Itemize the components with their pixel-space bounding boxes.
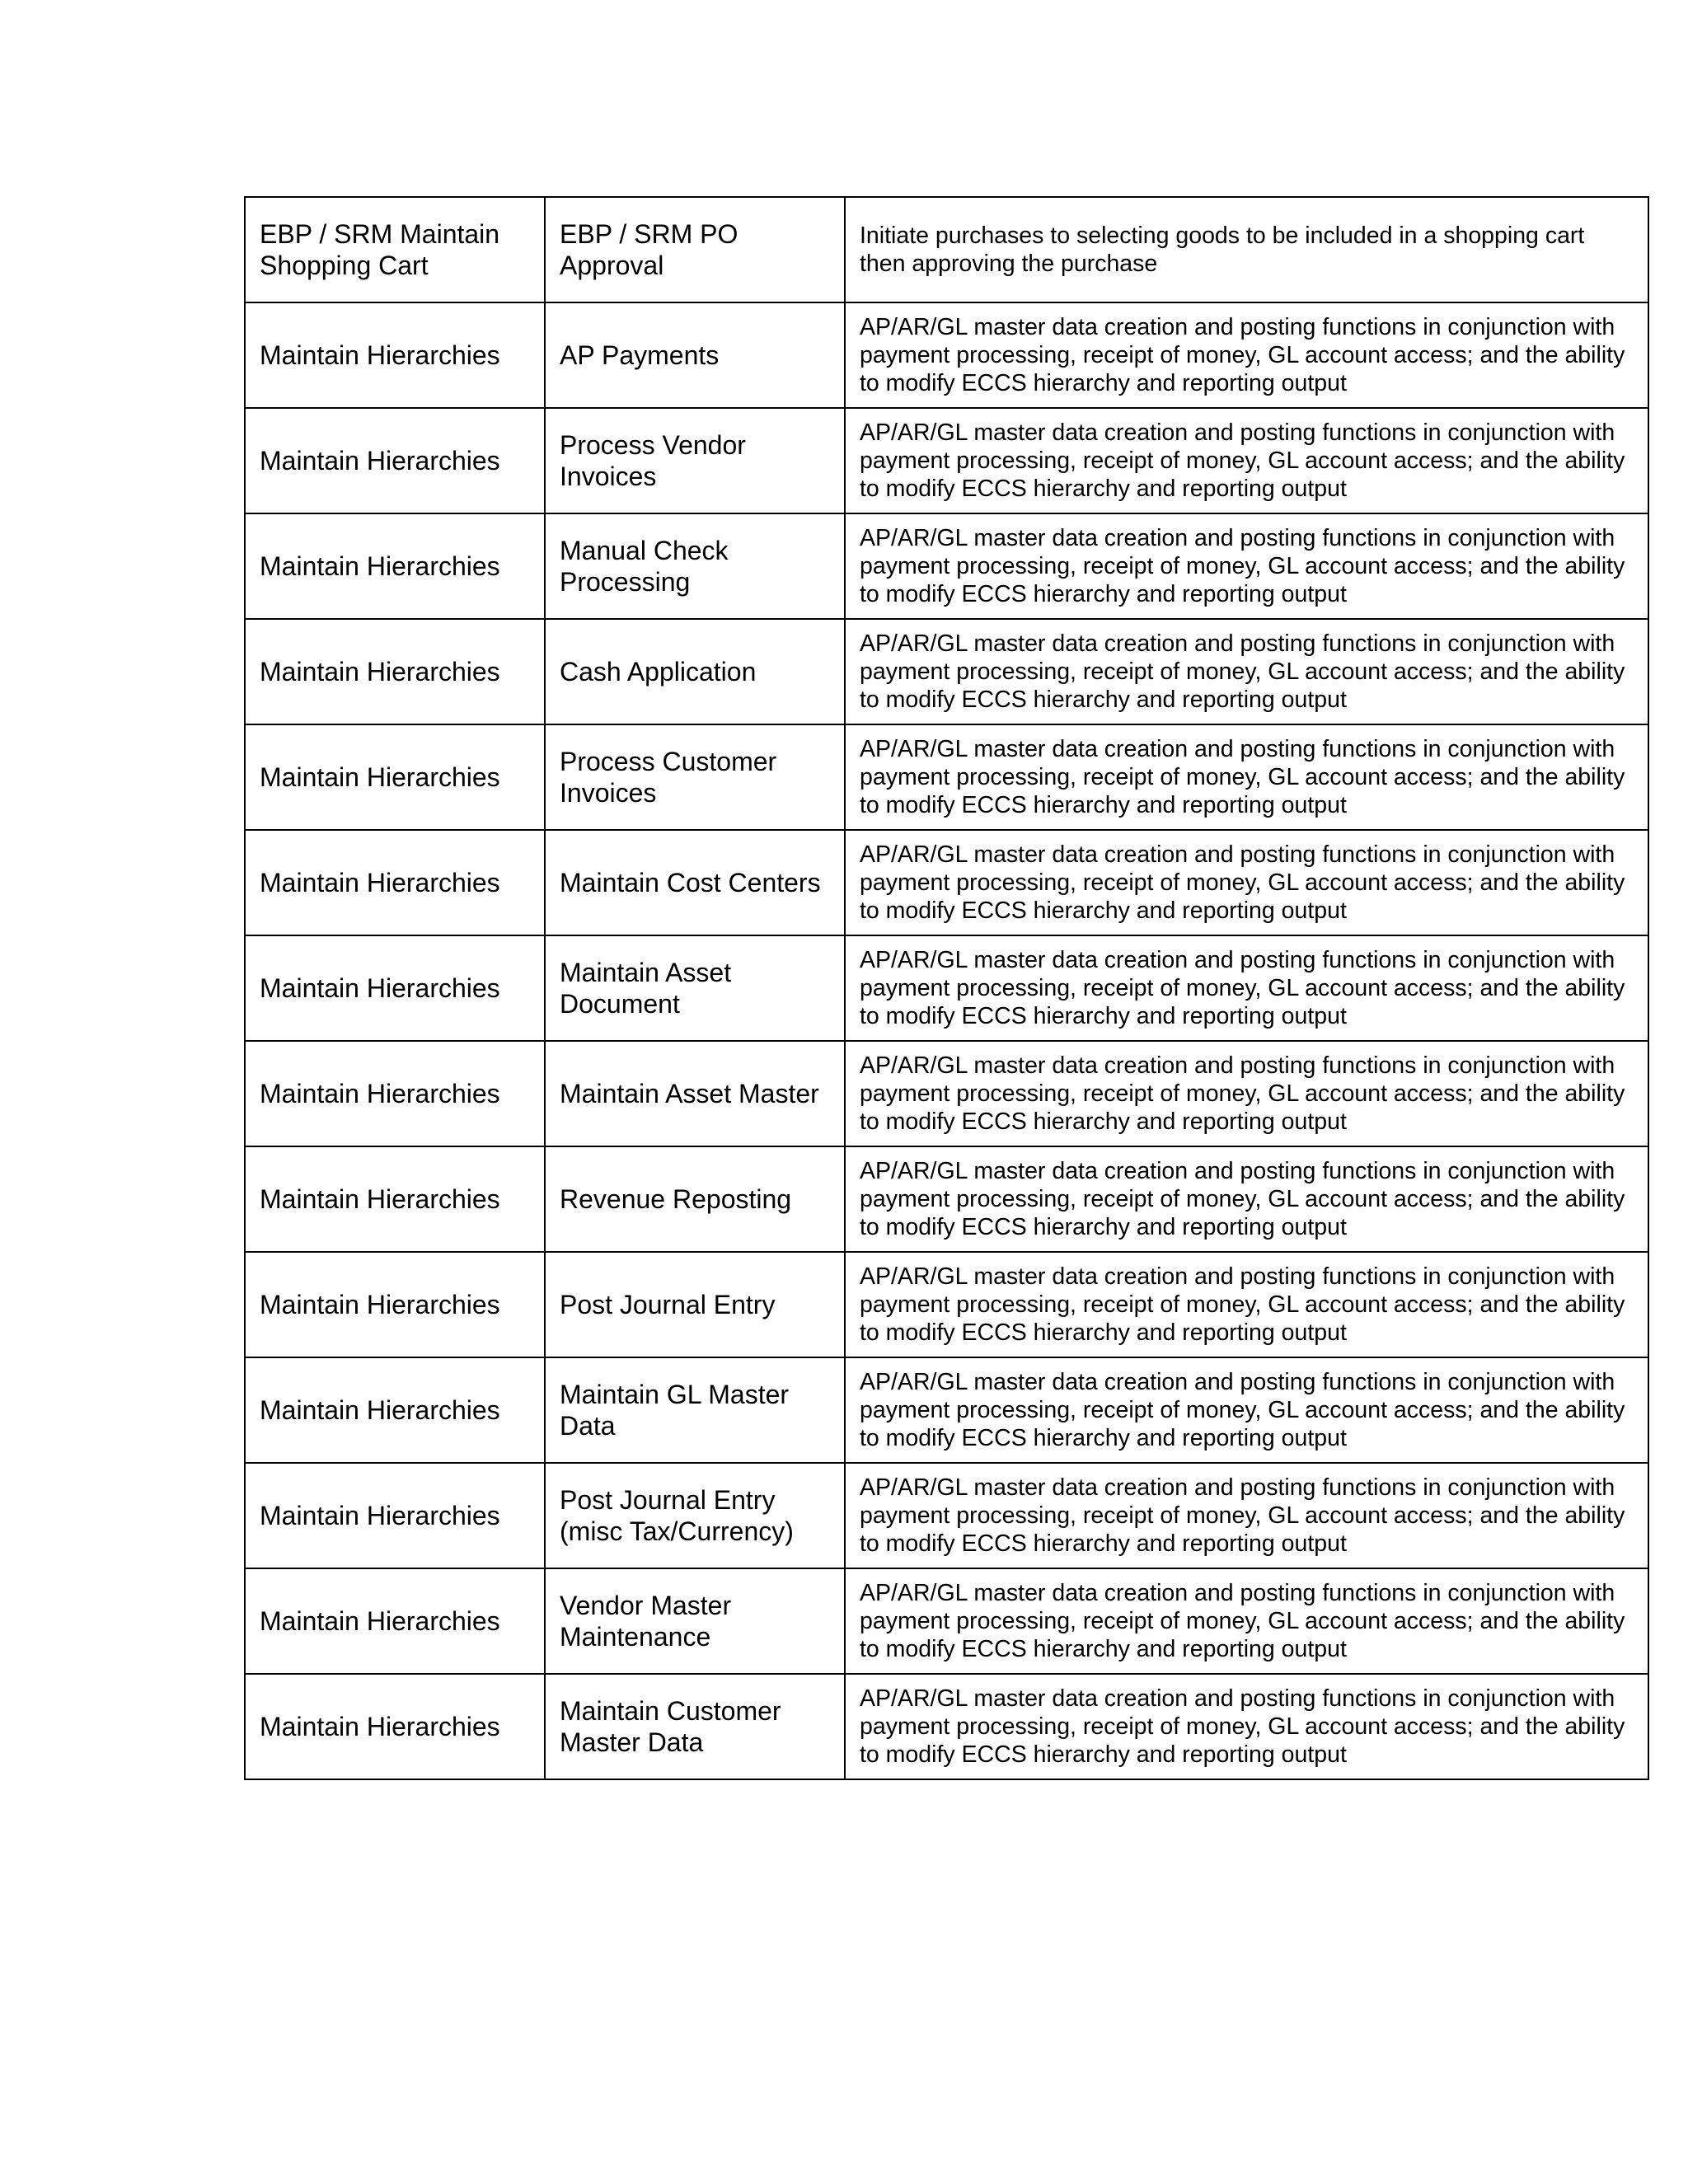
- function-a-cell: Maintain Hierarchies: [245, 1357, 545, 1463]
- table-row: [245, 1252, 1648, 1357]
- function-b-cell: Maintain Customer Master Data: [545, 1674, 845, 1779]
- function-a-cell: Maintain Hierarchies: [245, 724, 545, 830]
- table-row: [245, 1568, 1648, 1674]
- function-b-cell: Maintain Asset Document: [545, 935, 845, 1041]
- description-cell: AP/AR/GL master data creation and posting functions in conjunction with payment processing, receipt of money, GL account access; and the ability to modify ECCS hierarchy and reporting output: [845, 408, 1648, 513]
- function-a-cell: Maintain Hierarchies: [245, 1568, 545, 1674]
- description-cell: AP/AR/GL master data creation and posting functions in conjunction with payment processing, receipt of money, GL account access; and the ability to modify ECCS hierarchy and reporting output: [845, 513, 1648, 619]
- description-cell: AP/AR/GL master data creation and posting functions in conjunction with payment processing, receipt of money, GL account access; and the ability to modify ECCS hierarchy and reporting output: [845, 1357, 1648, 1463]
- description-cell: AP/AR/GL master data creation and posting functions in conjunction with payment processing, receipt of money, GL account access; and the ability to modify ECCS hierarchy and reporting output: [845, 935, 1648, 1041]
- table-row: [245, 1146, 1648, 1252]
- function-a-cell: Maintain Hierarchies: [245, 1674, 545, 1779]
- description-cell: AP/AR/GL master data creation and posting functions in conjunction with payment processing, receipt of money, GL account access; and the ability to modify ECCS hierarchy and reporting output: [845, 1674, 1648, 1779]
- function-b-cell: AP Payments: [545, 302, 845, 408]
- conflict-table: [244, 196, 1649, 1780]
- function-a-cell: Maintain Hierarchies: [245, 1463, 545, 1568]
- function-b-cell: EBP / SRM PO Approval: [545, 197, 845, 302]
- function-b-cell: Post Journal Entry: [545, 1252, 845, 1357]
- function-a-cell: Maintain Hierarchies: [245, 513, 545, 619]
- description-cell: AP/AR/GL master data creation and posting functions in conjunction with payment processing, receipt of money, GL account access; and the ability to modify ECCS hierarchy and reporting output: [845, 1252, 1648, 1357]
- description-cell: AP/AR/GL master data creation and posting functions in conjunction with payment processing, receipt of money, GL account access; and the ability to modify ECCS hierarchy and reporting output: [845, 619, 1648, 724]
- function-a-cell: Maintain Hierarchies: [245, 1252, 545, 1357]
- function-b-cell: Cash Application: [545, 619, 845, 724]
- function-b-cell: Maintain Cost Centers: [545, 830, 845, 935]
- description-cell: AP/AR/GL master data creation and posting functions in conjunction with payment processing, receipt of money, GL account access; and the ability to modify ECCS hierarchy and reporting output: [845, 724, 1648, 830]
- function-b-cell: Maintain Asset Master: [545, 1041, 845, 1146]
- description-cell: AP/AR/GL master data creation and posting functions in conjunction with payment processing, receipt of money, GL account access; and the ability to modify ECCS hierarchy and reporting output: [845, 830, 1648, 935]
- table-row: [245, 1041, 1648, 1146]
- function-b-cell: Process Customer Invoices: [545, 724, 845, 830]
- function-b-cell: Vendor Master Maintenance: [545, 1568, 845, 1674]
- table-row: [245, 1357, 1648, 1463]
- description-cell: AP/AR/GL master data creation and posting functions in conjunction with payment processing, receipt of money, GL account access; and the ability to modify ECCS hierarchy and reporting output: [845, 1146, 1648, 1252]
- description-cell: AP/AR/GL master data creation and posting functions in conjunction with payment processing, receipt of money, GL account access; and the ability to modify ECCS hierarchy and reporting output: [845, 302, 1648, 408]
- table-row: [245, 724, 1648, 830]
- function-a-cell: Maintain Hierarchies: [245, 619, 545, 724]
- table-row: [245, 1674, 1648, 1779]
- description-cell: AP/AR/GL master data creation and posting functions in conjunction with payment processing, receipt of money, GL account access; and the ability to modify ECCS hierarchy and reporting output: [845, 1568, 1648, 1674]
- table-row: [245, 513, 1648, 619]
- function-b-cell: Process Vendor Invoices: [545, 408, 845, 513]
- table-row: [245, 935, 1648, 1041]
- table-row: [245, 1463, 1648, 1568]
- table-row: [245, 302, 1648, 408]
- function-b-cell: Maintain GL Master Data: [545, 1357, 845, 1463]
- conflict-table-body: [245, 197, 1648, 1779]
- function-a-cell: Maintain Hierarchies: [245, 302, 545, 408]
- table-row: [245, 408, 1648, 513]
- description-cell: Initiate purchases to selecting goods to be included in a shopping cart then approving the purchase: [845, 197, 1648, 302]
- function-a-cell: Maintain Hierarchies: [245, 830, 545, 935]
- function-a-cell: Maintain Hierarchies: [245, 1146, 545, 1252]
- function-b-cell: Post Journal Entry (misc Tax/Currency): [545, 1463, 845, 1568]
- function-a-cell: EBP / SRM Maintain Shopping Cart: [245, 197, 545, 302]
- function-a-cell: Maintain Hierarchies: [245, 1041, 545, 1146]
- function-a-cell: Maintain Hierarchies: [245, 408, 545, 513]
- description-cell: AP/AR/GL master data creation and posting functions in conjunction with payment processing, receipt of money, GL account access; and the ability to modify ECCS hierarchy and reporting output: [845, 1463, 1648, 1568]
- function-a-cell: Maintain Hierarchies: [245, 935, 545, 1041]
- function-b-cell: Revenue Reposting: [545, 1146, 845, 1252]
- table-row: [245, 830, 1648, 935]
- function-b-cell: Manual Check Processing: [545, 513, 845, 619]
- table-row: [245, 619, 1648, 724]
- description-cell: AP/AR/GL master data creation and posting functions in conjunction with payment processing, receipt of money, GL account access; and the ability to modify ECCS hierarchy and reporting output: [845, 1041, 1648, 1146]
- table-row: [245, 197, 1648, 302]
